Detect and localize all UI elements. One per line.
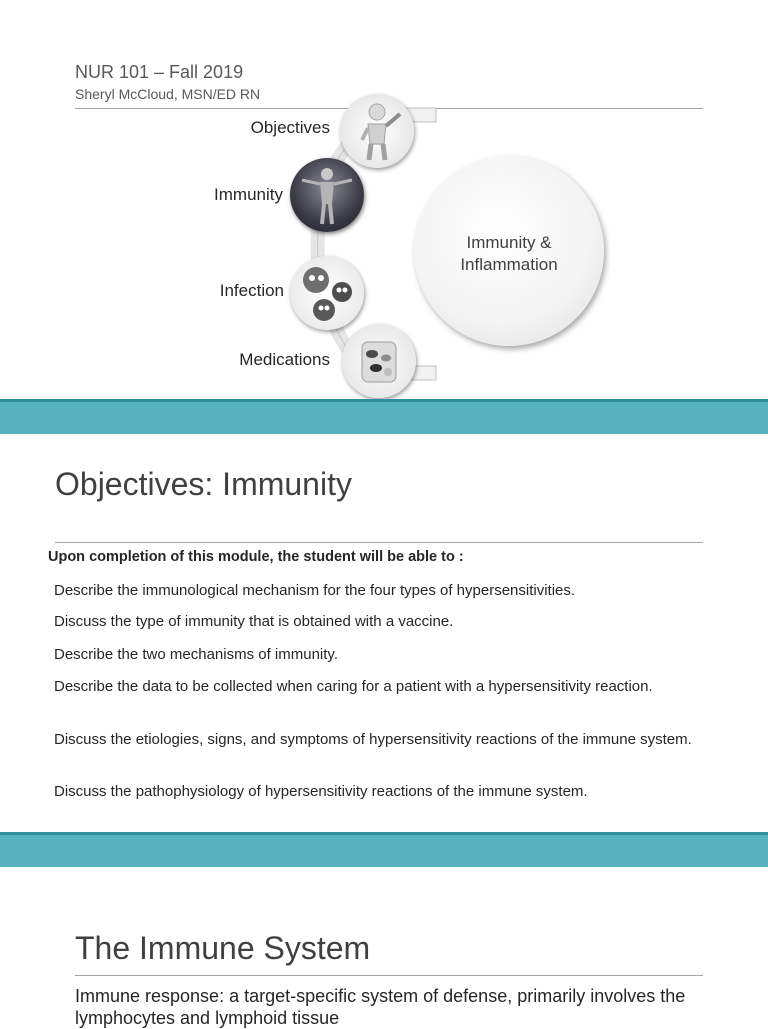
slide-title: The Immune System — [75, 930, 371, 966]
objective-item: Describe the immunological mechanism for the four types of hypersensitivities. — [54, 582, 576, 599]
objective-item: Describe the data to be collected when caring for a patient with a hypersensitivity reaction. — [54, 678, 653, 695]
nav-item-medications[interactable] — [342, 324, 416, 398]
nav-label-medications[interactable]: Medications — [239, 350, 330, 369]
course-title: NUR 101 – Fall 2019 — [75, 62, 244, 82]
objective-item: Discuss the pathophysiology of hypersensitivity reactions of the immune system. — [54, 783, 588, 800]
objective-item: Discuss the etiologies, signs, and symptoms of hypersensitivity reactions of the immune system. — [54, 731, 692, 748]
nav-label-objectives[interactable]: Objectives — [250, 118, 330, 137]
topic-title-line1: Immunity & — [466, 233, 552, 252]
slide-title: Objectives: Immunity — [55, 466, 352, 502]
nav-item-immunity[interactable] — [290, 158, 364, 232]
nav-item-objectives[interactable] — [340, 94, 414, 168]
nav-label-immunity[interactable]: Immunity — [214, 185, 283, 204]
slide-separator-band — [0, 399, 768, 434]
nav-item-infection[interactable] — [290, 256, 364, 330]
pills-icon — [342, 324, 416, 398]
person-figure-icon — [340, 94, 414, 168]
germs-icon — [290, 256, 364, 330]
nav-label-infection[interactable]: Infection — [219, 281, 284, 300]
objective-item: Describe the two mechanisms of immunity. — [54, 646, 338, 663]
slide-body-text: Immune response: a target-specific system of defense, primarily involves the lymphocytes and lymphoid tissue — [75, 986, 686, 1028]
human-body-icon — [290, 158, 364, 232]
topic-title — [414, 232, 604, 276]
objectives-intro: Upon completion of this module, the student will be able to : — [48, 549, 464, 565]
title-divider — [55, 542, 703, 543]
topic-title-line2: Inflammation — [460, 255, 558, 274]
title-divider — [75, 975, 703, 976]
instructor-name: Sheryl McCloud, MSN/ED RN — [75, 86, 261, 102]
slide-separator-band — [0, 832, 768, 867]
objective-item: Discuss the type of immunity that is obtained with a vaccine. — [54, 613, 454, 630]
